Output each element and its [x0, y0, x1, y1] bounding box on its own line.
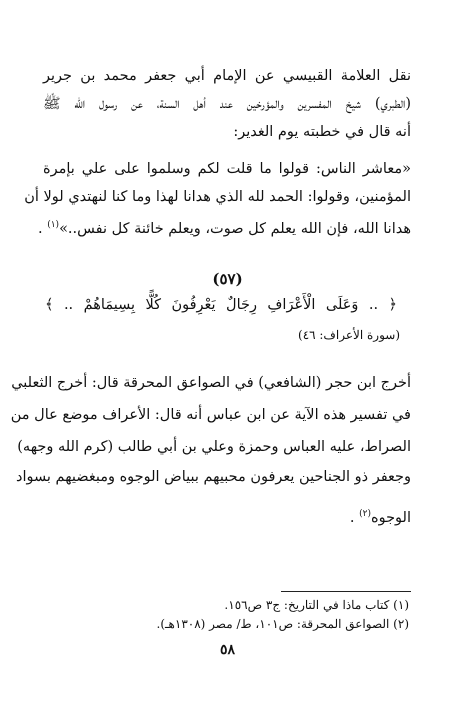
- footnote-divider: [281, 591, 411, 592]
- paragraph2-line-1: أخرج ابن حجر (الشافعي) في الصواعق المحرقة قال: أخرج الثعلبي: [11, 375, 411, 391]
- verse-source: (سورة الأعراف: ٤٦): [298, 328, 400, 342]
- paragraph2-line-3: الصراط، عليه العباس وحمزة وعلي بن أبي طالب (كرم الله وجهه): [17, 439, 411, 455]
- paragraph1-line-6-text: هدانا الله، فإن الله يعلم كل صوت، ويعلم خائنة كل نفس..»: [59, 220, 411, 237]
- quran-verse: ﴿ .. وَعَلَى الْأَعْرَافِ رِجَالٌ يَعْرِفُونَ كُلًّا بِسِيمَاهُمْ .. ﴾: [45, 297, 397, 313]
- paragraph1-line-4: «معاشر الناس: قولوا ما قلت لكم وسلموا على علي بإمرة: [43, 161, 411, 177]
- paragraph1-line-6: هدانا الله، فإن الله يعلم كل صوت، ويعلم خائنة كل نفس..»$^{(١)}$ .: [37, 220, 411, 237]
- footnote-1: (١) كتاب ماذا في التاريخ: ج٣ ص١٥٦.: [224, 598, 409, 612]
- paragraph1-line-5: المؤمنين، وقولوا: الحمد لله الذي هدانا لهذا وما كنا لنهتدي لولا أن: [24, 189, 411, 205]
- paragraph2-line-2: في تفسير هذه الآية عن ابن عباس أنه قال: الأعراف موضع عال من: [10, 407, 411, 423]
- page-number: ٥٨: [219, 642, 236, 658]
- footnote-ref-1: (١): [47, 220, 60, 230]
- paragraph1-line-3: أنه قال في خطبته يوم الغدير:: [233, 124, 411, 140]
- paragraph1-line-1: نقل العلامة القبيسي عن الإمام أبي جعفر محمد بن جرير: [43, 68, 411, 84]
- paragraph2-line-5: الوجوه$^{(٢)}$ .: [349, 509, 411, 526]
- footnote-ref-2: (٢): [359, 509, 371, 519]
- paragraph1-line-2: (الطبري) شيخ المفسرين والمؤرخين عند أهل السنة، عن رسول الله ﷺ: [43, 96, 411, 112]
- footnote-2: (٢) الصواعق المحرقة: ص١٠١، ط/ مصر (١٣٠٨هـ).: [156, 617, 409, 631]
- paragraph2-line-5-text: الوجوه: [371, 509, 411, 526]
- section-number: (٥٧): [212, 270, 243, 288]
- paragraph2-line-4: وجعفر ذو الجناحين يعرفون محبيهم ببياض الوجوه ومبغضيهم بسواد: [15, 469, 411, 485]
